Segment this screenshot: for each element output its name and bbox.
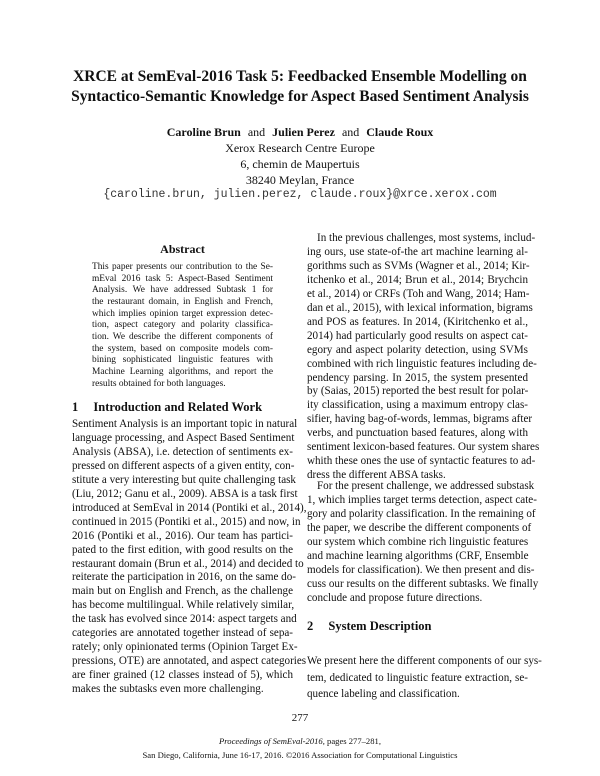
text-line: tion, aspect category and polarity classifica- xyxy=(92,320,273,331)
text-line: and POS as features. In 2014, (Kiritchenko et al., xyxy=(307,315,528,328)
text-line: main but on English and French, as the challenge xyxy=(72,585,293,598)
text-line: the restaurant domain, in English and French, xyxy=(92,296,273,307)
text-line: by (Saias, 2015) reported the best result for polar- xyxy=(307,385,529,398)
text-line: et al., 2014) or CRFs (Toh and Wang, 2014; Ham- xyxy=(307,287,530,300)
abstract-heading: Abstract xyxy=(160,242,205,256)
section-2-heading xyxy=(307,619,432,634)
author-name: Claude Roux xyxy=(366,125,434,139)
text-line: sifier, having bag-of-words, lemmas, bigrams after xyxy=(307,413,533,426)
text-line: stitute a very interesting but quite challenging task xyxy=(72,473,296,486)
page-number: 277 xyxy=(291,712,309,724)
text-line: This paper presents our contribution to the Se- xyxy=(92,262,273,272)
text-line: the task has evolved since 2014: aspect targets and xyxy=(72,613,297,626)
text-line: pendency parsing. In 2015, the system presented xyxy=(307,371,528,384)
affiliation-line: 6, chemin de Maupertuis xyxy=(240,157,360,171)
text-line: are finer grained (12 classes instead of 5), which xyxy=(72,669,293,682)
text-line: itchenko et al., 2014; Brun et al., 2014; Brychcin xyxy=(307,273,528,286)
text-line: ing ours, use state-of-the art machine learning al- xyxy=(307,245,528,258)
page-footer xyxy=(0,734,600,762)
text-line: pressions, OTE) are annotated, and aspect categories xyxy=(72,655,307,668)
section-number: 2 xyxy=(307,619,314,633)
intro-paragraph-1 xyxy=(72,418,307,697)
intro-paragraph-2 xyxy=(307,232,540,483)
text-line: quence labeling and classification. xyxy=(307,688,460,700)
section-1-heading xyxy=(72,400,262,415)
author-name: Caroline Brun xyxy=(166,125,241,139)
text-line: In the previous challenges, most systems, includ- xyxy=(317,232,536,244)
section-title: Introduction and Related Work xyxy=(93,400,263,414)
text-line: 2016 (Pontiki et al., 2016). Our team has partici- xyxy=(72,529,293,542)
text-line: introduced at SemEval in 2014 (Pontiki et al., 2014), xyxy=(72,501,307,514)
text-line: pated to the first edition, with good results on the xyxy=(72,543,293,556)
footer-copyright: San Diego, California, June 16-17, 2016. ©2016 Association for Computational Linguistics xyxy=(142,750,458,760)
text-line: tem, dedicated to linguistic feature extraction, se- xyxy=(307,671,528,684)
author-conjunction: and xyxy=(341,125,360,139)
text-line: has become multilingual. While relatively similar, xyxy=(72,599,295,612)
text-line: egory and aspect polarity detection, using SVMs xyxy=(307,343,528,356)
text-line: combined with rich linguistic features including de- xyxy=(307,357,537,370)
affiliation-line: Xerox Research Centre Europe xyxy=(225,141,375,155)
text-line: the system, based on composite models com- xyxy=(92,343,273,354)
author-conjunction: and xyxy=(247,125,266,139)
author-list xyxy=(0,124,600,140)
author-name: Julien Perez xyxy=(272,125,335,139)
text-line: results obtained for both languages. xyxy=(92,378,226,389)
footer-venue: Proceedings of SemEval-2016 xyxy=(219,736,323,746)
text-line: the paper, we describe the different components of xyxy=(307,521,532,534)
text-line: conclude and propose future directions. xyxy=(307,591,483,604)
footer-pages: , pages 277–281, xyxy=(322,736,381,746)
text-line: 1, which implies target terms detection, aspect cate- xyxy=(307,493,537,506)
author-emails: {caroline.brun, julien.perez, claude.roux}@xrce.xerox.com xyxy=(103,188,497,201)
abstract-body xyxy=(92,262,273,390)
text-line: reiterate the participation in 2016, on the same do- xyxy=(72,571,296,584)
affiliation-line: 38240 Meylan, France xyxy=(245,173,355,187)
section-number: 1 xyxy=(72,400,79,414)
system-paragraph-1 xyxy=(307,653,542,703)
text-line: sentiment lexicon-based features. Our system shares xyxy=(307,441,540,454)
text-line: makes the subtasks even more challenging. xyxy=(72,683,264,696)
text-line: mEval 2016 task 5: Aspect-Based Sentiment xyxy=(92,273,273,284)
text-line: For the present challenge, we addressed substask xyxy=(317,480,535,492)
text-line: which implies opinion target expression detec- xyxy=(92,308,273,319)
text-line: language processing, and Aspect Based Sentiment xyxy=(72,431,295,444)
text-line: We present here the different components of our sys- xyxy=(307,655,542,667)
text-line: tion. We describe the different components of xyxy=(92,331,273,342)
text-line: restaurant domain (Brun et al., 2014) and decided to xyxy=(72,557,304,570)
text-line: dan et al., 2015), with lexical information, bigrams xyxy=(307,301,533,314)
text-line: models for classification). We then present and dis- xyxy=(307,563,535,576)
text-line: dress the different ABSA tasks. xyxy=(307,469,446,482)
title-line: XRCE at SemEval-2016 Task 5: Feedbacked Ensemble Modelling on xyxy=(73,68,527,85)
text-line: gorithms such as SVMs (Wagner et al., 2014; Kir- xyxy=(307,259,530,272)
section-title: System Description xyxy=(328,619,432,633)
text-line: our system which combine rich linguistic features xyxy=(307,535,529,548)
text-line: Machine Learning algorithms, and report the xyxy=(92,366,273,377)
text-line: and machine learning algorithms (CRF, Ensemble xyxy=(307,549,529,562)
text-line: pressed on different aspects of a given entity, con- xyxy=(72,459,295,472)
text-line: gory and polarity classification. In the remaining of xyxy=(307,507,536,520)
text-line: categories are annotated together instead of sepa- xyxy=(72,627,293,640)
text-line: verbs, and punctuation based features, along with xyxy=(307,427,528,440)
text-line: rately; only opinionated terms (Opinion Target Ex- xyxy=(72,641,298,654)
title-line: Syntactico-Semantic Knowledge for Aspect Based Sentiment Analysis xyxy=(71,88,529,105)
text-line: continued in 2015 (Pontiki et al., 2015) and now, in xyxy=(72,515,301,528)
paper-title xyxy=(0,67,600,107)
text-line: Sentiment Analysis is an important topic in natural xyxy=(72,418,298,430)
text-line: Analysis (ABSA), i.e. detection of sentiments ex- xyxy=(72,445,293,458)
text-line: Analysis. We have addressed Subtask 1 for xyxy=(92,285,273,296)
text-line: bining sophisticated linguistic features with xyxy=(92,355,273,366)
intro-paragraph-3 xyxy=(307,480,539,606)
text-line: 2014) had particularly good results on aspect cat- xyxy=(307,329,528,342)
text-line: whith these ones the use of syntactic features to ad- xyxy=(307,455,536,468)
text-line: ity classification, using a maximum entropy clas- xyxy=(307,399,528,412)
text-line: (Liu, 2012; Ganu et al., 2009). ABSA is a task first xyxy=(72,487,298,500)
text-line: cuss our results on the different subtasks. We finally xyxy=(307,577,539,590)
